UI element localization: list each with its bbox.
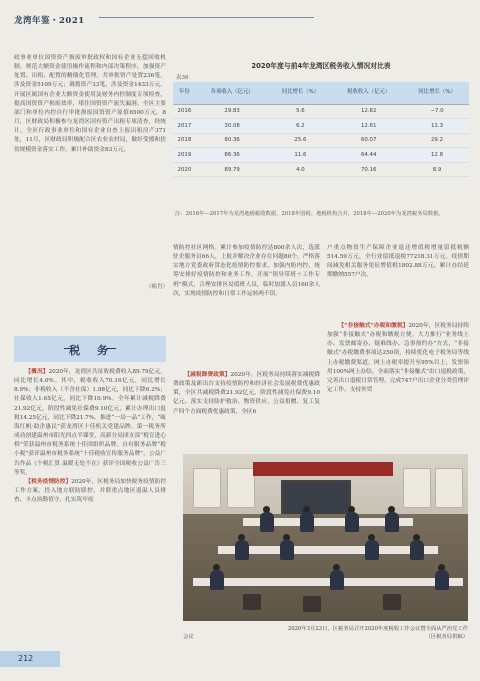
photo-person <box>365 540 379 560</box>
section-dash-right <box>106 348 116 349</box>
photo-person <box>385 512 399 532</box>
photo-window <box>403 468 431 508</box>
column-1-text <box>14 54 166 286</box>
photo-window <box>193 468 221 508</box>
paragraph-overview <box>14 368 166 478</box>
cell: 8.9 <box>405 162 469 177</box>
column-2-text <box>173 244 320 356</box>
paragraph-epidemic <box>14 478 166 505</box>
table-code: 表36 <box>176 75 189 81</box>
th-year: 年份 <box>173 82 196 104</box>
column-3-text <box>327 244 469 308</box>
cell: 25.6 <box>268 133 332 148</box>
subhead-overview: 【概况】 <box>25 369 49 375</box>
photo-desk <box>193 578 463 586</box>
th-total-growth: 同比增长（%） <box>268 82 332 104</box>
column-2-policy-text <box>173 371 320 446</box>
photo-window <box>435 468 463 508</box>
cell: 64.44 <box>332 148 405 163</box>
photo-desk <box>218 546 438 554</box>
photo-window <box>227 468 255 508</box>
table-row <box>173 119 469 134</box>
cell: 6.2 <box>268 119 332 134</box>
cell: 11.3 <box>405 119 469 134</box>
cell: 12.61 <box>332 119 405 134</box>
table-note: 注：2016年—2017年为龙湾地税税收数据，2018年国税、地税机构合并，2018年—2020年为龙湾税务局数据。 <box>175 211 444 217</box>
table-row <box>173 162 469 177</box>
column-3-contactless-text <box>327 322 469 444</box>
section-heading-tax <box>14 336 166 362</box>
photo-person <box>235 540 249 560</box>
caption-text: 2020年3月23日，区税务局召开2020年度税收工作会议暨全面从严治党工作 <box>287 626 468 632</box>
paragraph: 政事业单位国资资产损废审批政权和国有企业无偿回收机制，规范大额资金使用操作流程和内部决策程序，加强资产处置、出租、配置的精细化管理。共审批资产处置236笔，涉及资金5109万元；调拨资产33笔，涉及资金1433万元。开展区属国有企业大额资金使用及财务内控制度专项检查，提高国资资产损废效率，堵住国资资产流失漏洞。全区主要部门和单位内控自行审批损废国资资产原值6500万元。8月，区财政局积极参与龙湾区国有资产出租专项清查，经统计，全区行政事业单位和国有企业自查上报出租房产371处，11月，区财政局积极配合区农业农村局，做好受援和扶贫规模资金落实工作，累计补助资金83万元。 <box>14 55 166 153</box>
photo-person <box>300 512 314 532</box>
cell: 5.6 <box>268 104 332 119</box>
author-signature: （喻肖） <box>145 284 168 290</box>
cell: 2020 <box>173 162 196 177</box>
photo-person <box>435 570 449 590</box>
table-row <box>173 133 469 148</box>
header-rule <box>99 17 314 18</box>
cell: 2019 <box>173 148 196 163</box>
author-note <box>132 282 168 292</box>
table-row <box>173 148 469 163</box>
cell: 11.6 <box>268 148 332 163</box>
photo-caption <box>183 625 468 641</box>
cell: 70.16 <box>332 162 405 177</box>
photo-banner <box>253 462 393 476</box>
page-number-tab <box>0 651 60 667</box>
cell: 2017 <box>173 119 196 134</box>
cell: 29.83 <box>196 104 269 119</box>
cell: 60.07 <box>332 133 405 148</box>
subhead-tax-cut: 【减税降费政策】 <box>184 372 231 378</box>
cell: 4.0 <box>268 162 332 177</box>
photo-person <box>280 540 294 560</box>
cell: 2016 <box>173 104 196 119</box>
cell: 86.36 <box>196 148 269 163</box>
paragraph-tax-cut <box>173 371 320 417</box>
cell: 29.2 <box>405 133 469 148</box>
photo-person <box>345 512 359 532</box>
table-row <box>173 104 469 119</box>
paragraph: 情防控社区网格。累计参加疫情防控达800余人次，选派驻企服务员66人，上报并解决企业存在问题80个。严格落实地方党委政府常态化疫情防控要求，加强内防内控，统筹安排好疫情防控和业务工作，开展“领导带班＋工作专班”模式，合理安排区局值班人员，临时加派人员160余人次，实现疫情防控和日常工作运转两不误。 <box>173 245 320 297</box>
caption-credit: （区税务局供稿） <box>425 634 468 640</box>
revenue-table-block <box>173 60 469 238</box>
overview-body: 2020年，龙湾区共征收税费收入89.79亿元，同比增长4.0%。其中，税收收入70.16亿元，同比增长8.9%；非税收入（不含社保）1.98亿元，同比下降6.2%；社保收入1.65亿元，同比下降10.9%。全年累计减税降费21.92亿元，阶段性减免社保费9.10亿元，累计办理出口退税14.25亿元，同比下降21.7%。推进“一局一品”工作，“瓯海红帆·助企惠民”获龙湾区十佳机关党建品牌。第一税务所成功创建温州市阳光四点半课堂，高新分局团支部“税宣进心桥”荣获温州市税务系统十佳团组织品牌。自有服务品牌“税小税”获评温州市税务系统“十佳税收宣传服务品牌”，公益广告作品《个税汇算 温暖无处不在》获评全国税收公益广告三等奖。 <box>14 369 166 476</box>
photo-person <box>330 570 344 590</box>
cell: 30.08 <box>196 119 269 134</box>
page-number: 212 <box>18 654 34 663</box>
cell: 2018 <box>173 133 196 148</box>
running-header <box>14 8 314 24</box>
cell: 80.36 <box>196 133 269 148</box>
paragraph: 户重点物资生产保障企业退还增值税增量留抵税额514.59万元，全行业留抵退税77218.31万元。疫情期间减免相关服务免征增值税1802.88万元，累计办结延期缴纳557户次。 <box>327 245 469 279</box>
th-total-revenue: 各项收入（亿元） <box>196 82 269 104</box>
caption-line2 <box>183 633 468 641</box>
photo-chair <box>383 594 401 610</box>
yearbook-title: 龙湾年鉴・2021 <box>14 16 85 26</box>
meeting-photo <box>183 454 468 621</box>
revenue-table <box>173 82 469 177</box>
subhead-contactless: 【“非接触式”办税和缴税】 <box>338 323 409 329</box>
column-1-tax-text <box>14 368 166 596</box>
photo-person <box>210 570 224 590</box>
section-title: 税 务 <box>69 344 111 357</box>
cell: 12.8 <box>405 148 469 163</box>
photo-chair <box>243 594 261 610</box>
paragraph-contactless <box>327 322 469 395</box>
table-title: 2020年度与前4年龙湾区税务收入情况对比表 <box>251 62 391 70</box>
contactless-body: 2020年，区税务局持续加强“非接触式”办税和缴税方便。大力推行“业务线上办、发票邮寄办、疑难线办、急事预约办”方式，“非接触式”办税缴费事项达250项，持续优化电子税务局等线上办税缴费渠道，网上办税率提升至95%以上，发票领用100%网上办结。全面落实“非接触式”出口退税政策，完善出口退税日常管理，完成747户出口企业分类管理评定工作。支持外贸 <box>327 323 469 394</box>
cell: −7.0 <box>405 104 469 119</box>
caption-text-2: 会议 <box>183 634 194 640</box>
table-header-row <box>173 82 469 104</box>
cell: 89.79 <box>196 162 269 177</box>
epidemic-body: 2020年，区税务局加快税务疫情防控工作方案，投入地方联防联控，并联重点地区返温人员排查、卡点执勤值守、扎实筑牢疫 <box>14 478 166 504</box>
subhead-epidemic: 【税务疫情防控】 <box>25 478 72 485</box>
photo-person <box>260 512 274 532</box>
th-tax-revenue: 税收收入（亿元） <box>332 82 405 104</box>
photo-floor <box>183 514 468 621</box>
th-tax-growth: 同比增长（%） <box>405 82 469 104</box>
photo-person <box>410 540 424 560</box>
photo-chair <box>303 596 321 612</box>
cell: 12.82 <box>332 104 405 119</box>
tax-cut-body: 2020年，区税务局持续落实减税降费政策及新出台支持疫情防控和经济社会发展税费优惠政策，全区共减税降费21.92亿元，阶段性减免社保费9.10亿元。落实支持防护救治、物资供应、公益捐赠、复工复产四个方面税费优惠政策，全区6 <box>173 372 320 415</box>
